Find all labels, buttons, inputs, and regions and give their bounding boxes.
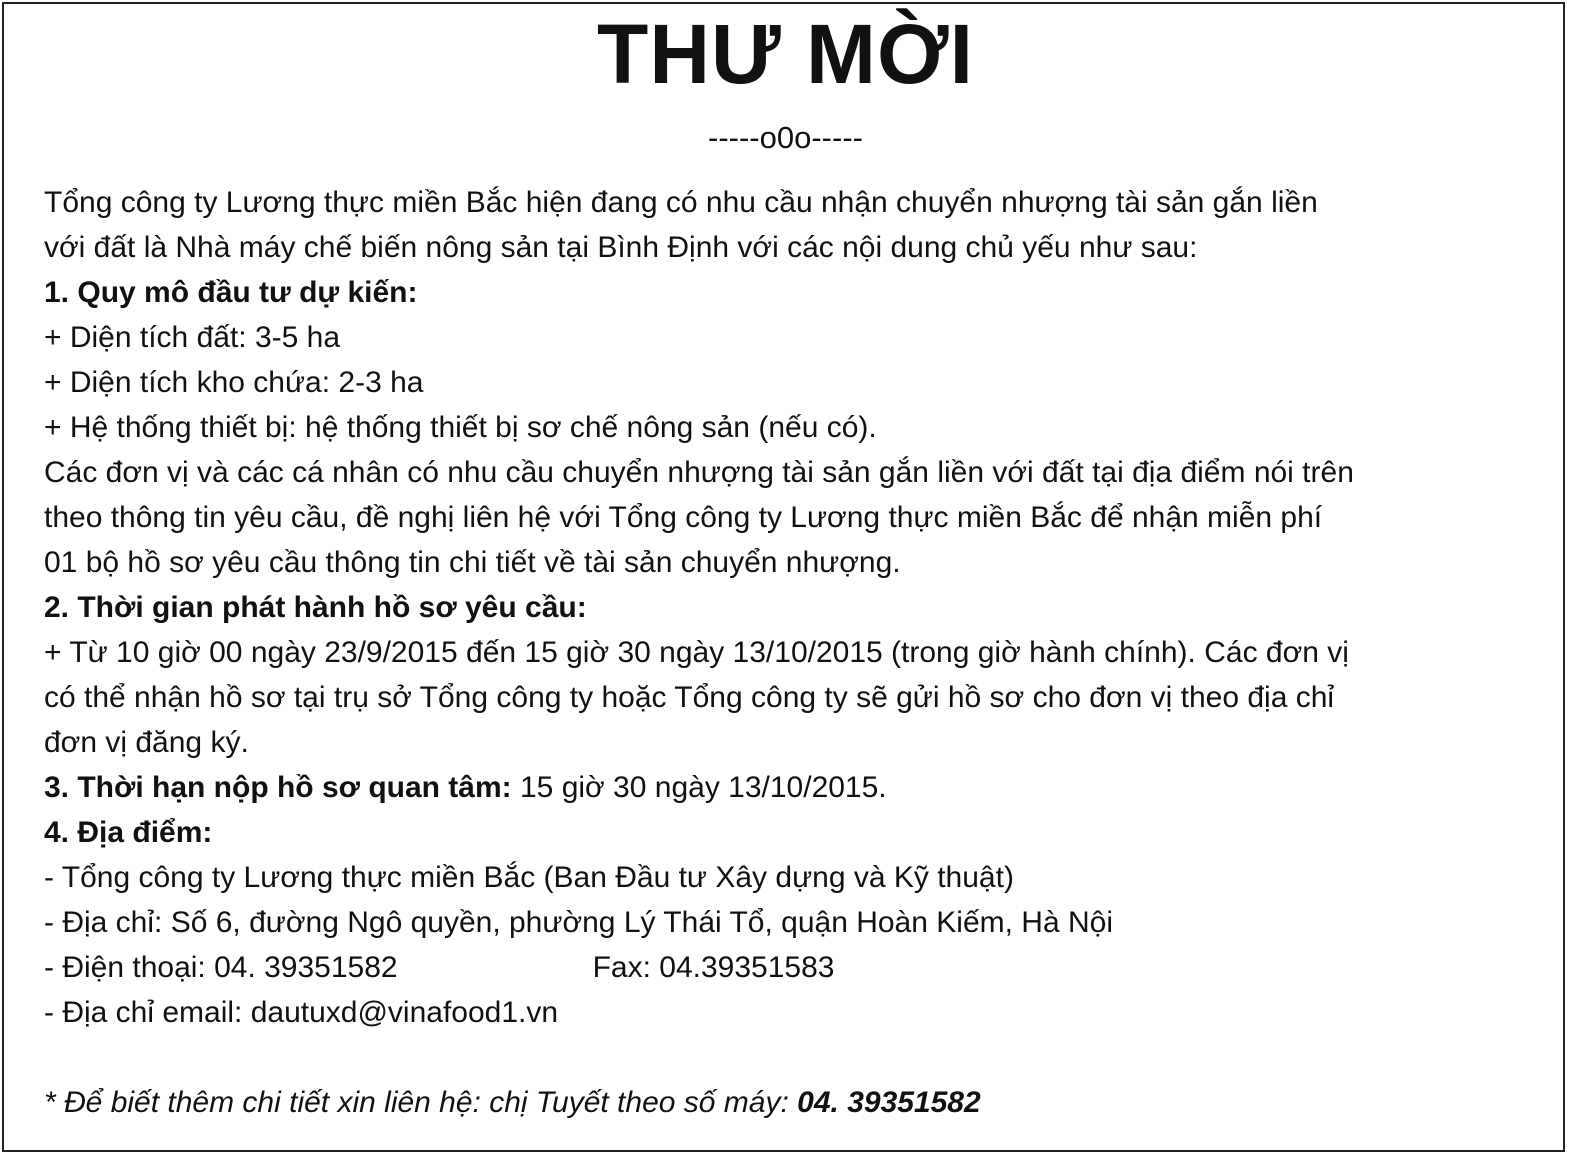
submission-deadline: 15 giờ 30 ngày 13/10/2015. [520, 771, 887, 804]
location-address: - Địa chỉ: Số 6, đường Ngô quyền, phường Lý Thái Tổ, quận Hoàn Kiếm, Hà Nội [44, 906, 1113, 939]
scale-item-land-area: + Diện tích đất: 3-5 ha [44, 321, 341, 354]
scale-item-equipment: + Hệ thống thiết bị: hệ thống thiết bị sơ chế nông sản (nếu có). [44, 411, 877, 444]
intro-line: Tổng công ty Lương thực miền Bắc hiện đang có nhu cầu nhận chuyển nhượng tài sản gắn liền [44, 186, 1318, 219]
section-1-paragraph-line: theo thông tin yêu cầu, đề nghị liên hệ với Tổng công ty Lương thực miền Bắc để nhận miễn phí [44, 501, 1323, 534]
section-1-paragraph-line: Các đơn vị và các cá nhân có nhu cầu chuyển nhượng tài sản gắn liền với đất tại địa điểm nói trên [44, 456, 1354, 489]
section-3-row [44, 765, 1544, 810]
contact-row [44, 945, 1544, 990]
section-2-heading: 2. Thời gian phát hành hồ sơ yêu cầu: [44, 591, 587, 624]
footnote [44, 1080, 1544, 1125]
page-title: THƯ MỜI [597, 7, 974, 101]
contact-email: - Địa chỉ email: dautuxd@vinafood1.vn [44, 996, 559, 1029]
footnote-phone-number: 04. 39351582 [797, 1086, 981, 1119]
intro-line: với đất là Nhà máy chế biến nông sản tại Bình Định với các nội dung chủ yếu như sau: [44, 231, 1198, 264]
footnote-text: * Để biết thêm chi tiết xin liên hệ: chị Tuyết theo số máy: [44, 1086, 789, 1119]
scale-item-warehouse-area: + Diện tích kho chứa: 2-3 ha [44, 366, 424, 399]
location-organization: - Tổng công ty Lương thực miền Bắc (Ban Đầu tư Xây dựng và Kỹ thuật) [44, 861, 1014, 894]
section-1-heading: 1. Quy mô đầu tư dự kiến: [44, 276, 418, 309]
document-body [44, 180, 1544, 1125]
section-2-line: đơn vị đăng ký. [44, 726, 249, 759]
section-4-heading: 4. Địa điểm: [44, 816, 213, 849]
blank-line [44, 1035, 1544, 1080]
section-1-paragraph-line: 01 bộ hồ sơ yêu cầu thông tin chi tiết về tài sản chuyển nhượng. [44, 546, 901, 579]
section-2-line: có thể nhận hồ sơ tại trụ sở Tổng công ty hoặc Tổng công ty sẽ gửi hồ sơ cho đơn vị theo địa chỉ [44, 681, 1335, 714]
contact-phone: - Điện thoại: 04. 39351582 [44, 951, 398, 984]
title-divider: -----o0o----- [708, 120, 863, 155]
section-3-heading: 3. Thời hạn nộp hồ sơ quan tâm: [44, 771, 512, 804]
section-2-line: + Từ 10 giờ 00 ngày 23/9/2015 đến 15 giờ 30 ngày 13/10/2015 (trong giờ hành chính). Các đơn vị [44, 636, 1349, 669]
contact-fax: Fax: 04.39351583 [592, 951, 835, 984]
